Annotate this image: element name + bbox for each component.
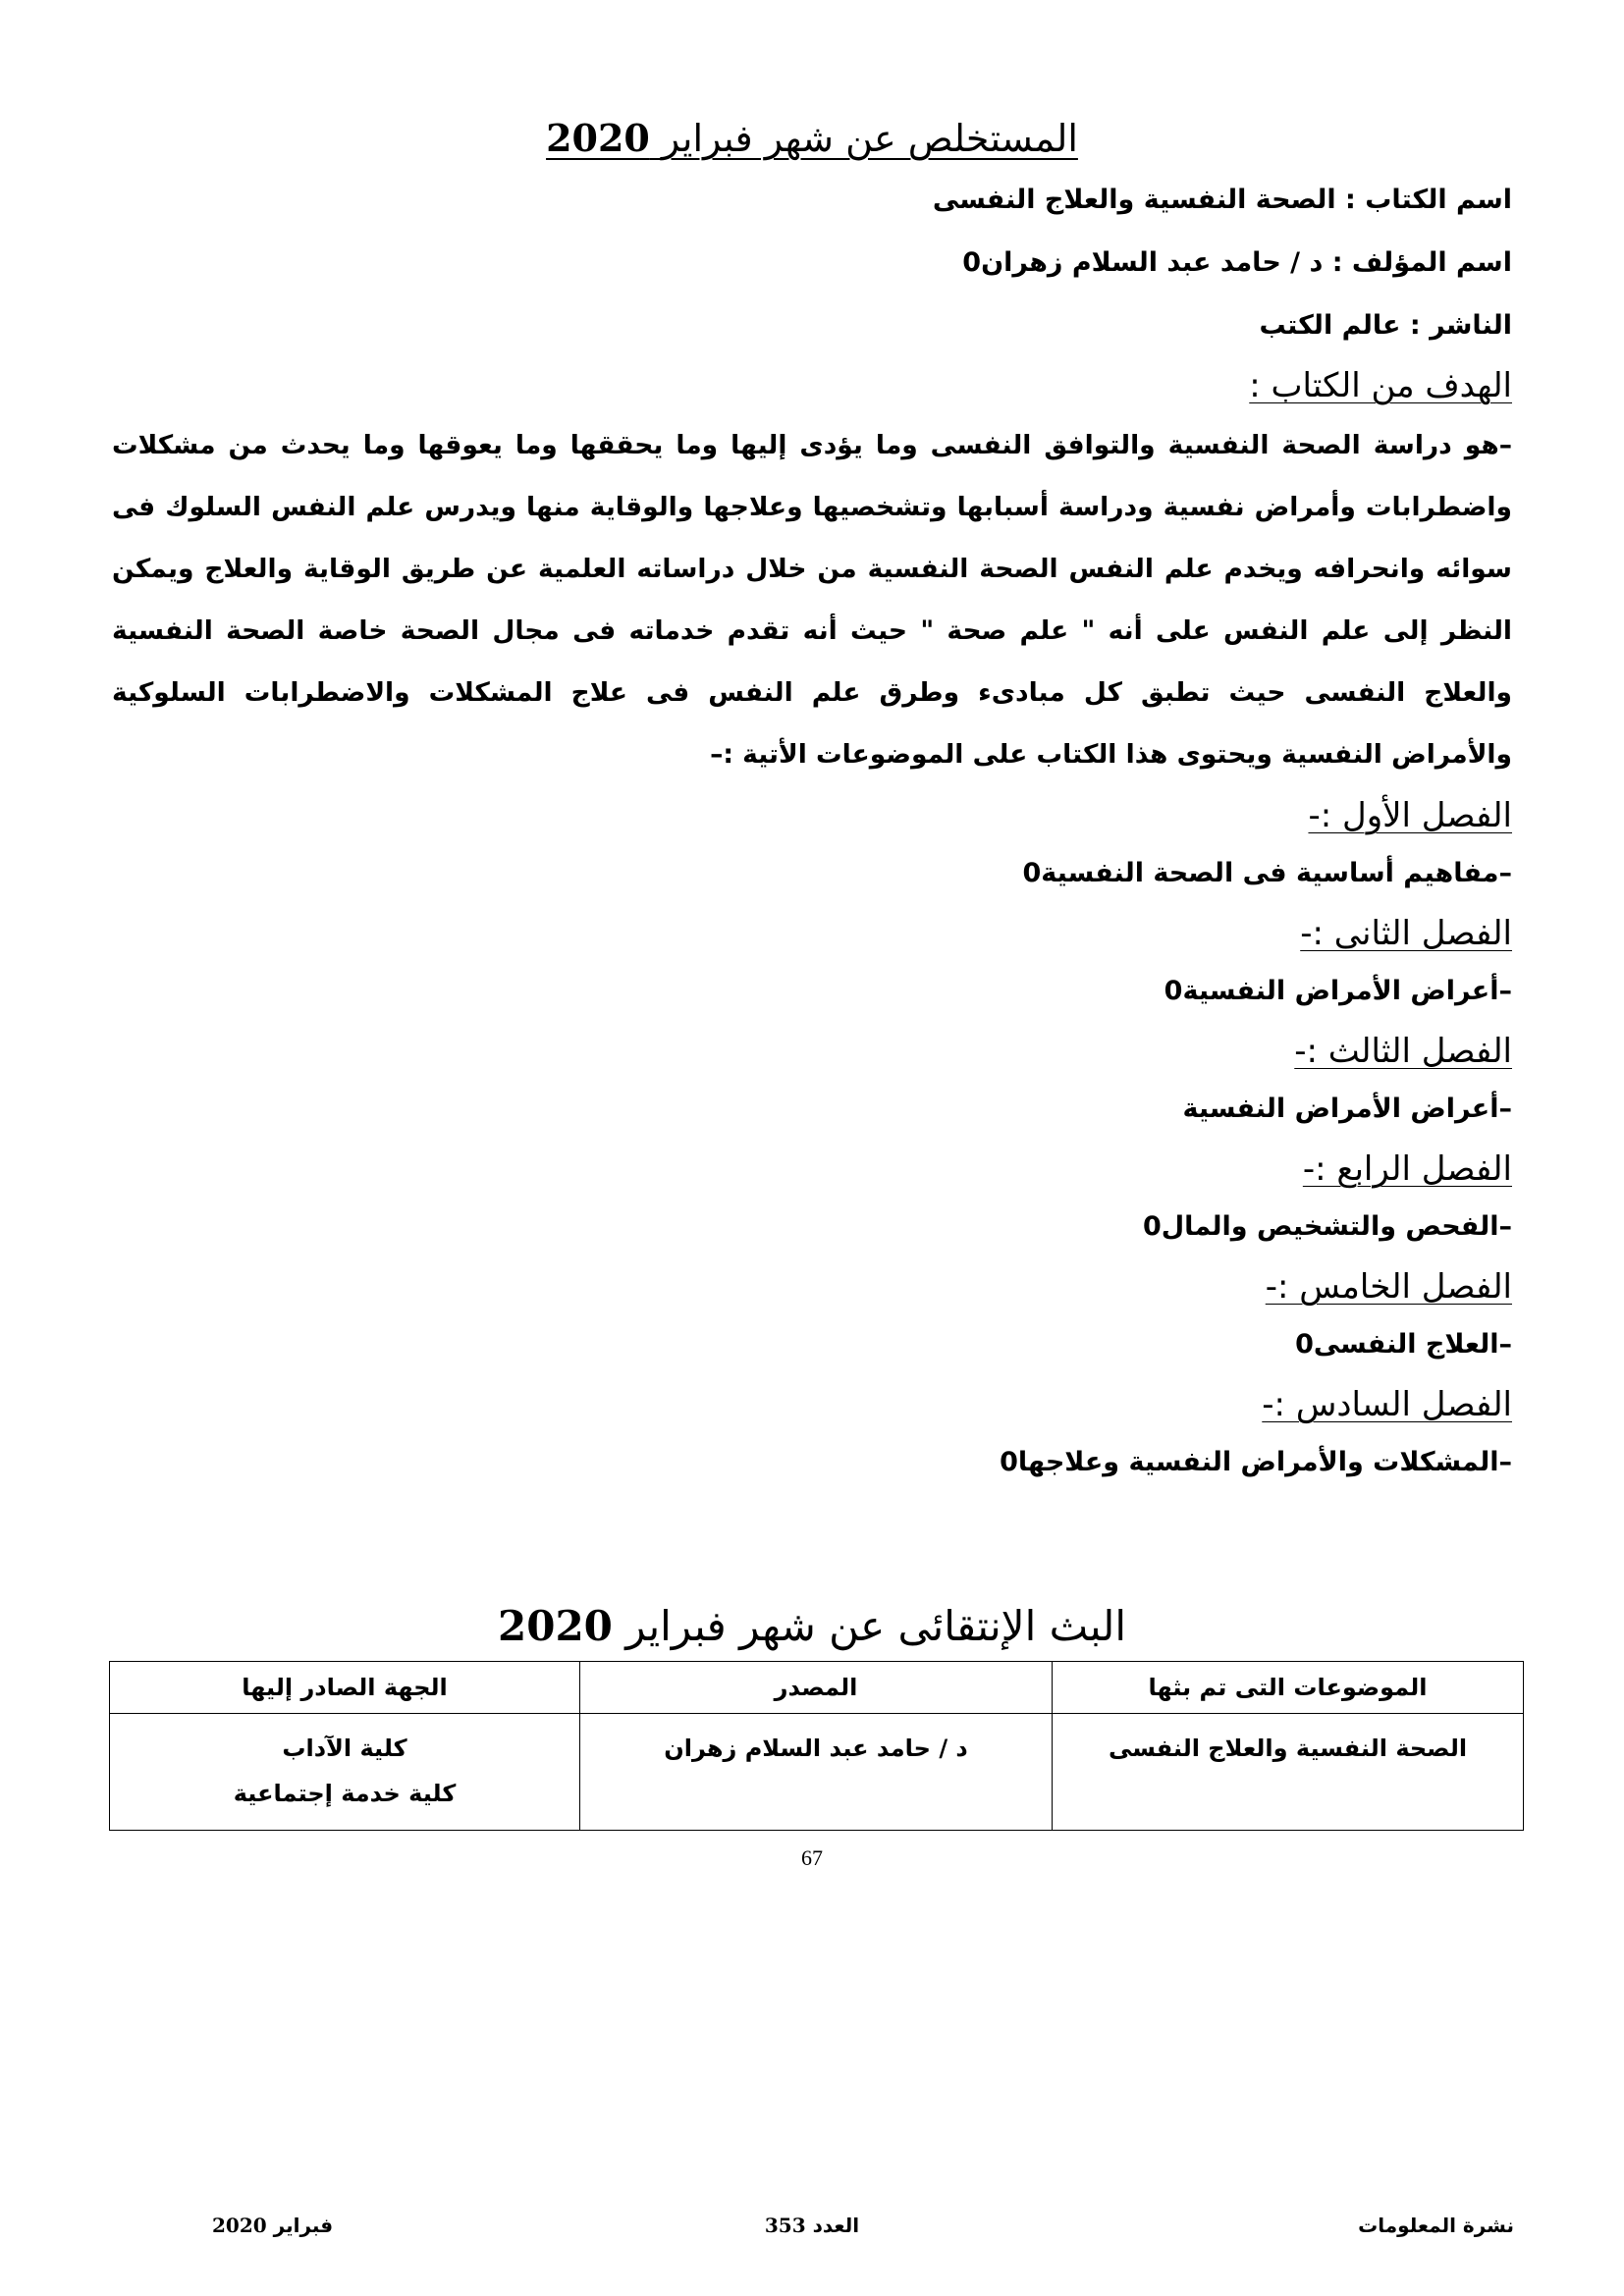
chapter-heading-2: الفصل الثانى :- bbox=[1300, 914, 1512, 953]
chapter-item-1: –مفاهيم أساسية فى الصحة النفسية0 bbox=[1022, 858, 1512, 888]
chapter-heading-4: الفصل الرابع :- bbox=[1302, 1149, 1512, 1189]
broadcast-title bbox=[0, 1602, 1624, 1650]
cell-recipients bbox=[110, 1714, 580, 1831]
page-title-text: المستخلص عن شهر فبراير bbox=[661, 117, 1078, 160]
broadcast-title-text: البث الإنتقائى عن شهر فبراير bbox=[625, 1602, 1126, 1650]
table-header-row bbox=[110, 1662, 1524, 1714]
footer-year: 2020 bbox=[212, 2214, 267, 2237]
cell-topic: الصحة النفسية والعلاج النفسى bbox=[1053, 1714, 1524, 1831]
chapter-item-5: –العلاج النفسى0 bbox=[1295, 1329, 1512, 1360]
goal-heading: الهدف من الكتاب : bbox=[1249, 366, 1512, 405]
chapter-list bbox=[112, 787, 1512, 1492]
book-author: اسم المؤلف : د / حامد عبد السلام زهران0 bbox=[962, 247, 1512, 278]
chapter-heading-5: الفصل الخامس :- bbox=[1265, 1267, 1512, 1307]
page-title-year: 2020 bbox=[546, 116, 650, 160]
page-title bbox=[0, 116, 1624, 160]
book-title: اسم الكتاب : الصحة النفسية والعلاج النفسى bbox=[932, 185, 1512, 215]
book-publisher: الناشر : عالم الكتب bbox=[1259, 310, 1512, 341]
chapter-item-3: –أعراض الأمراض النفسية bbox=[1182, 1094, 1512, 1124]
chapter-item-4: –الفحص والتشخيص والمال0 bbox=[1142, 1211, 1512, 1242]
chapter-heading-6: الفصل السادس :- bbox=[1262, 1385, 1512, 1424]
column-header-source: المصدر bbox=[580, 1662, 1053, 1714]
chapter-item-2: –أعراض الأمراض النفسية0 bbox=[1164, 976, 1512, 1006]
page-number: 67 bbox=[801, 1845, 823, 1870]
footer-issue-label: العدد bbox=[812, 2214, 860, 2237]
footer-month: فبراير bbox=[273, 2214, 334, 2237]
goal-paragraph: –هو دراسة الصحة النفسية والتوافق النفسى وما يؤدى إليها وما يحققها وما يعوقها وما يحدث من مشكلات واضطرابات وأمراض نفسية ودراسة أسبابها وتشخصيها وعلاجها والوقاية منها ويدرس علم النفس السلوك فى سوائه وانحرافه ويخدم علم النفس الصحة النفسية من خلال دراساته العلمية عن طريق الوقاية والعلاج ويمكن النظر إلى علم النفس على أنه " علم صحة " حيث أنه تقدم خدماته فى مجال الصحة خاصة الصحة النفسية والعلاج النفسى حيث تطبق كل مبادىء وطرق علم النفس فى علاج المشكلات والاضطرابات السلوكية والأمراض النفسية ويحتوى هذا الكتاب على الموضوعات الأتية :– bbox=[112, 430, 1512, 770]
broadcast-table bbox=[109, 1661, 1524, 1831]
footer-date bbox=[212, 2214, 333, 2237]
chapter-heading-1: الفصل الأول :- bbox=[1308, 796, 1512, 835]
column-header-recipients: الجهة الصادر إليها bbox=[110, 1662, 580, 1714]
recipient-1: كلية الآداب bbox=[282, 1735, 407, 1762]
chapter-heading-3: الفصل الثالث :- bbox=[1294, 1032, 1512, 1071]
cell-source: د / حامد عبد السلام زهران bbox=[580, 1714, 1053, 1831]
footer-publication: نشرة المعلومات bbox=[1358, 2214, 1514, 2237]
column-header-topics: الموضوعات التى تم بثها bbox=[1053, 1662, 1524, 1714]
abstract-content bbox=[112, 169, 1512, 1492]
chapter-item-6: –المشكلات والأمراض النفسية وعلاجها0 bbox=[1000, 1447, 1512, 1477]
footer-issue-number: 353 bbox=[764, 2214, 806, 2237]
broadcast-title-year: 2020 bbox=[498, 1602, 613, 1650]
table-row bbox=[110, 1714, 1524, 1831]
recipient-2: كلية خدمة إجتماعية bbox=[233, 1780, 457, 1807]
